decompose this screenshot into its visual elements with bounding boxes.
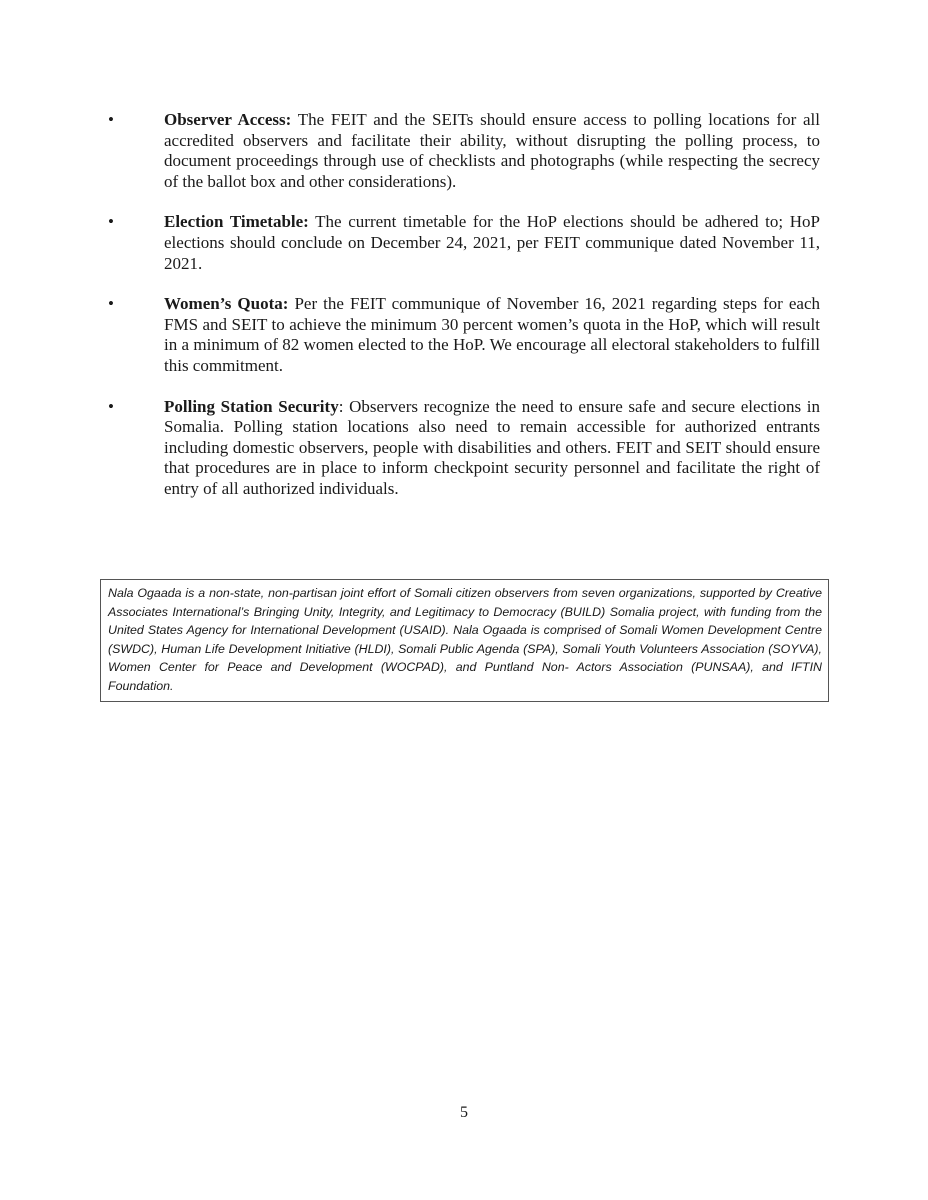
list-item-election-timetable	[108, 212, 820, 274]
bullet-body: : Observers recognize the need to ensure safe and secure elections in Somalia. Polling station locations also need to remain accessible for authorized entrants including domestic observers, people with disabilities and others. FEIT and SEIT should ensure that procedures are in place to inform checkpoint security personnel and facilitate the right of entry of all authorized individuals.	[164, 396, 820, 498]
bullet-heading: Polling Station Security	[164, 396, 339, 416]
bullet-body: The current timetable for the HoP elections should be adhered to; HoP elections should conclude on December 24, 2021, per FEIT communique dated November 11, 2021.	[164, 212, 820, 273]
bullet-icon: •	[108, 396, 114, 416]
bullet-heading: Election Timetable:	[164, 212, 309, 232]
bullet-body: The FEIT and the SEITs should ensure access to polling locations for all accredited observers and facilitate their ability, without disrupting the polling process, to document proceedings through use of checklists and photographs (while respecting the secrecy of the ballot box and other considerations).	[164, 110, 820, 191]
recommendations-list	[108, 110, 820, 520]
list-item-polling-station-security	[108, 397, 820, 500]
bullet-icon: •	[108, 110, 114, 129]
bullet-heading: Observer Access:	[164, 110, 292, 129]
page-number: 5	[460, 1104, 468, 1121]
bullet-icon: •	[108, 212, 114, 232]
bullet-body: Per the FEIT communique of November 16, 2021 regarding steps for each FMS and SEIT to achieve the minimum 30 percent women’s quota in the HoP, which will result in a minimum of 82 women elected to the HoP. We encourage all electoral stakeholders to fulfill this commitment.	[164, 294, 820, 375]
footnote-box: Nala Ogaada is a non-state, non-partisan joint effort of Somali citizen observers from seven organizations, supported by Creative Associates International’s Bringing Unity, Integrity, and Legitimacy to Democracy (BUILD) Somalia project, with funding from the United States Agency for International Development (USAID). Nala Ogaada is comprised of Somali Women Development Centre (SWDC), Human Life Development Initiative (HLDI), Somali Public Agenda (SPA), Somali Youth Volunteers Association (SOYVA), Women Center for Peace and Development (WOCPAD), and Puntland Non- Actors Association (PUNSAA), and IFTIN Foundation.	[100, 579, 829, 702]
bullet-heading: Women’s Quota:	[164, 294, 289, 314]
bullet-icon: •	[108, 294, 114, 314]
list-item-observer-access	[108, 110, 820, 192]
list-item-womens-quota	[108, 294, 820, 376]
